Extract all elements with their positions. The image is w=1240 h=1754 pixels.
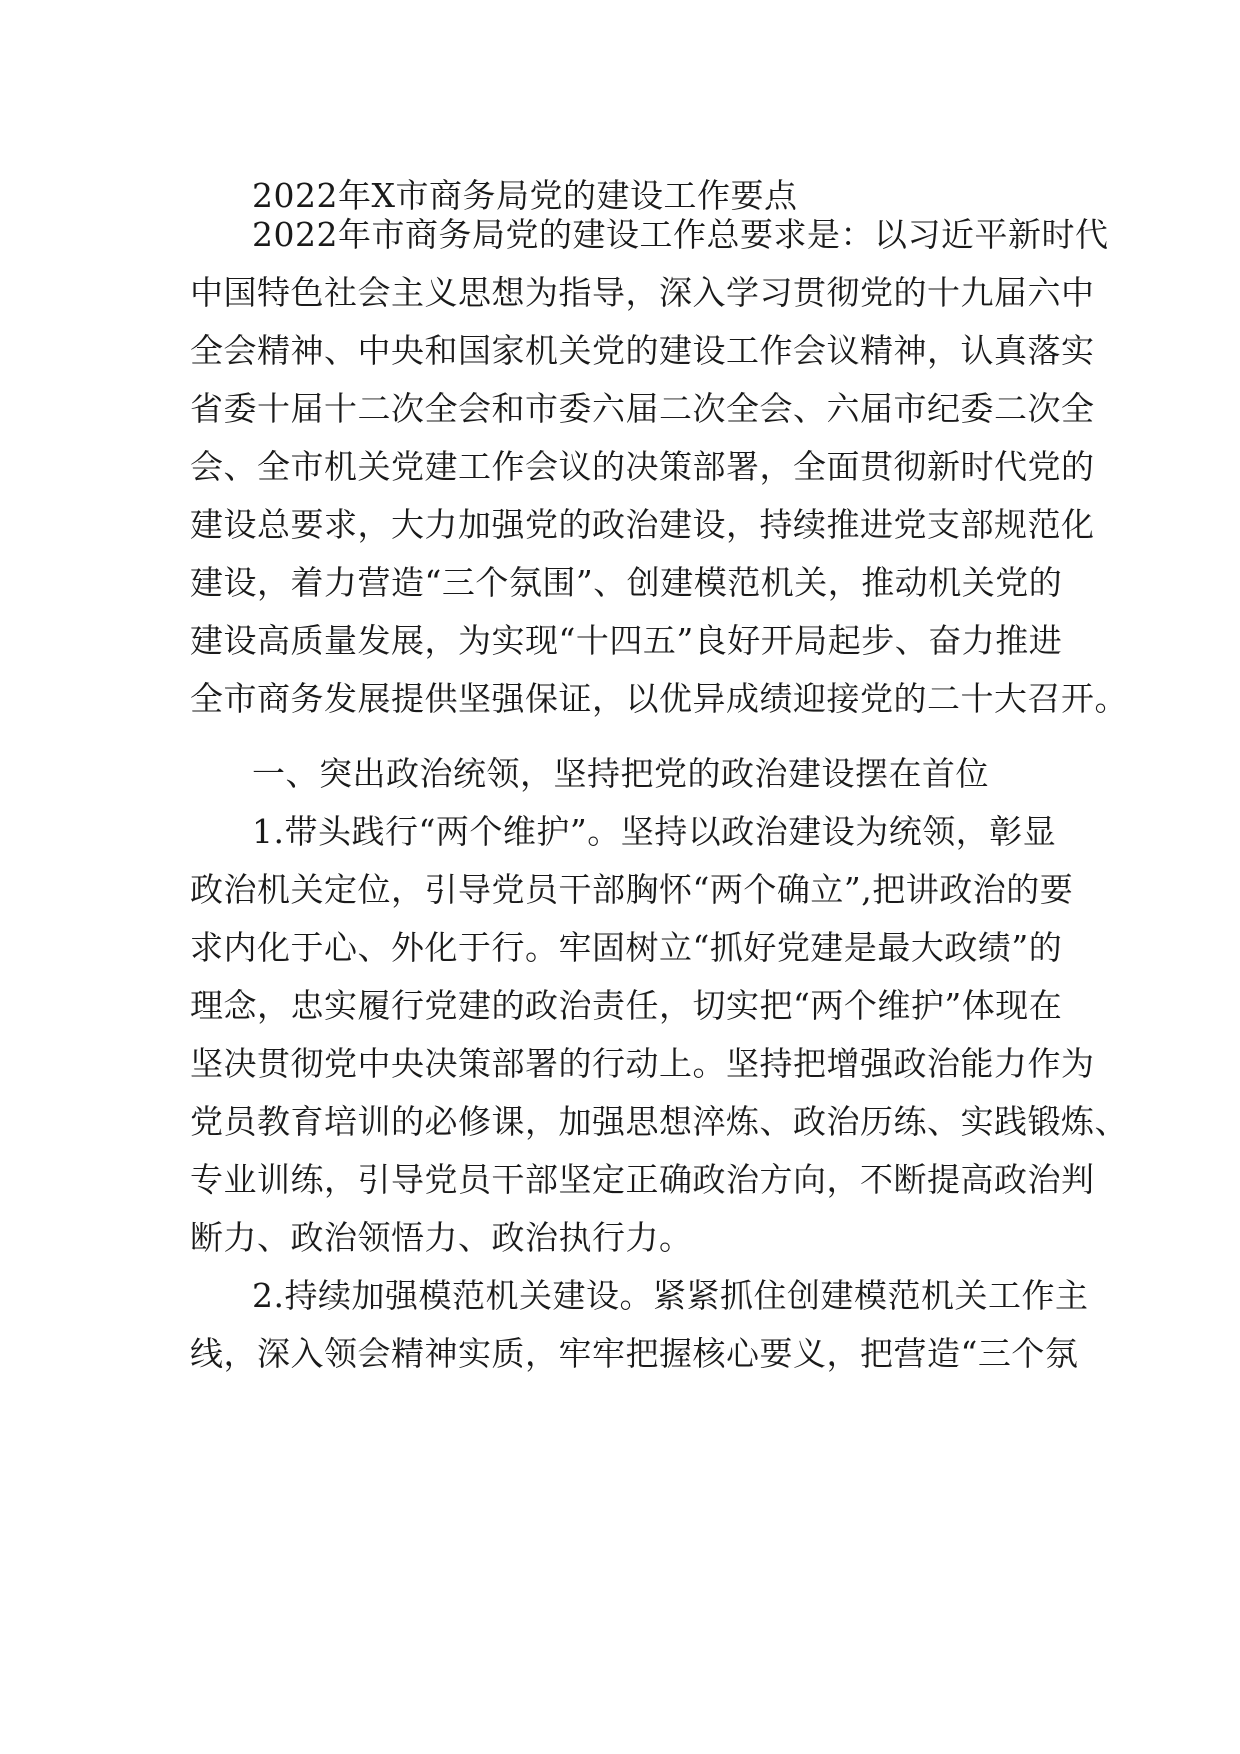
- section-heading: 一、突出政治统领，坚持把党的政治建设摆在首位: [252, 754, 989, 793]
- paragraph-line: 建设，着力营造“三个氛围”、创建模范机关，推动机关党的: [190, 563, 1063, 602]
- paragraph-line: 中国特色社会主义思想为指导，深入学习贯彻党的十九届六中: [190, 273, 1095, 312]
- paragraph-line: 理念，忠实履行党建的政治责任，切实把“两个维护”体现在: [190, 986, 1063, 1025]
- paragraph-line: 全会精神、中央和国家机关党的建设工作会议精神，认真落实: [190, 331, 1095, 370]
- paragraph-line: 建设高质量发展，为实现“十四五”良好开局起步、奋力推进: [190, 621, 1063, 660]
- paragraph-line: 线，深入领会精神实质，牢牢把握核心要义，把营造“三个氛: [190, 1334, 1079, 1373]
- document-title: 2022年X市商务局党的建设工作要点: [252, 176, 798, 215]
- paragraph-line: 党员教育培训的必修课，加强思想淬炼、政治历练、实践锻炼、: [190, 1102, 1128, 1141]
- paragraph-line: 全市商务发展提供坚强保证，以优异成绩迎接党的二十大召开。: [190, 679, 1128, 718]
- paragraph-line: 2.持续加强模范机关建设。紧紧抓住创建模范机关工作主: [252, 1276, 1089, 1315]
- paragraph-line: 建设总要求，大力加强党的政治建设，持续推进党支部规范化: [190, 505, 1095, 544]
- paragraph-line: 断力、政治领悟力、政治执行力。: [190, 1218, 693, 1257]
- paragraph-line: 坚决贯彻党中央决策部署的行动上。坚持把增强政治能力作为: [190, 1044, 1095, 1083]
- paragraph-line: 政治机关定位，引导党员干部胸怀“两个确立”,把讲政治的要: [190, 870, 1074, 909]
- paragraph-line: 求内化于心、外化于行。牢固树立“抓好党建是最大政绩”的: [190, 928, 1063, 967]
- paragraph-line: 省委十届十二次全会和市委六届二次全会、六届市纪委二次全: [190, 389, 1095, 428]
- paragraph-line: 2022年市商务局党的建设工作总要求是：以习近平新时代: [252, 215, 1109, 254]
- paragraph-line: 专业训练，引导党员干部坚定正确政治方向，不断提高政治判: [190, 1160, 1095, 1199]
- paragraph-line: 1.带头践行“两个维护”。坚持以政治建设为统领，彰显: [252, 812, 1057, 851]
- paragraph-line: 会、全市机关党建工作会议的决策部署，全面贯彻新时代党的: [190, 447, 1095, 486]
